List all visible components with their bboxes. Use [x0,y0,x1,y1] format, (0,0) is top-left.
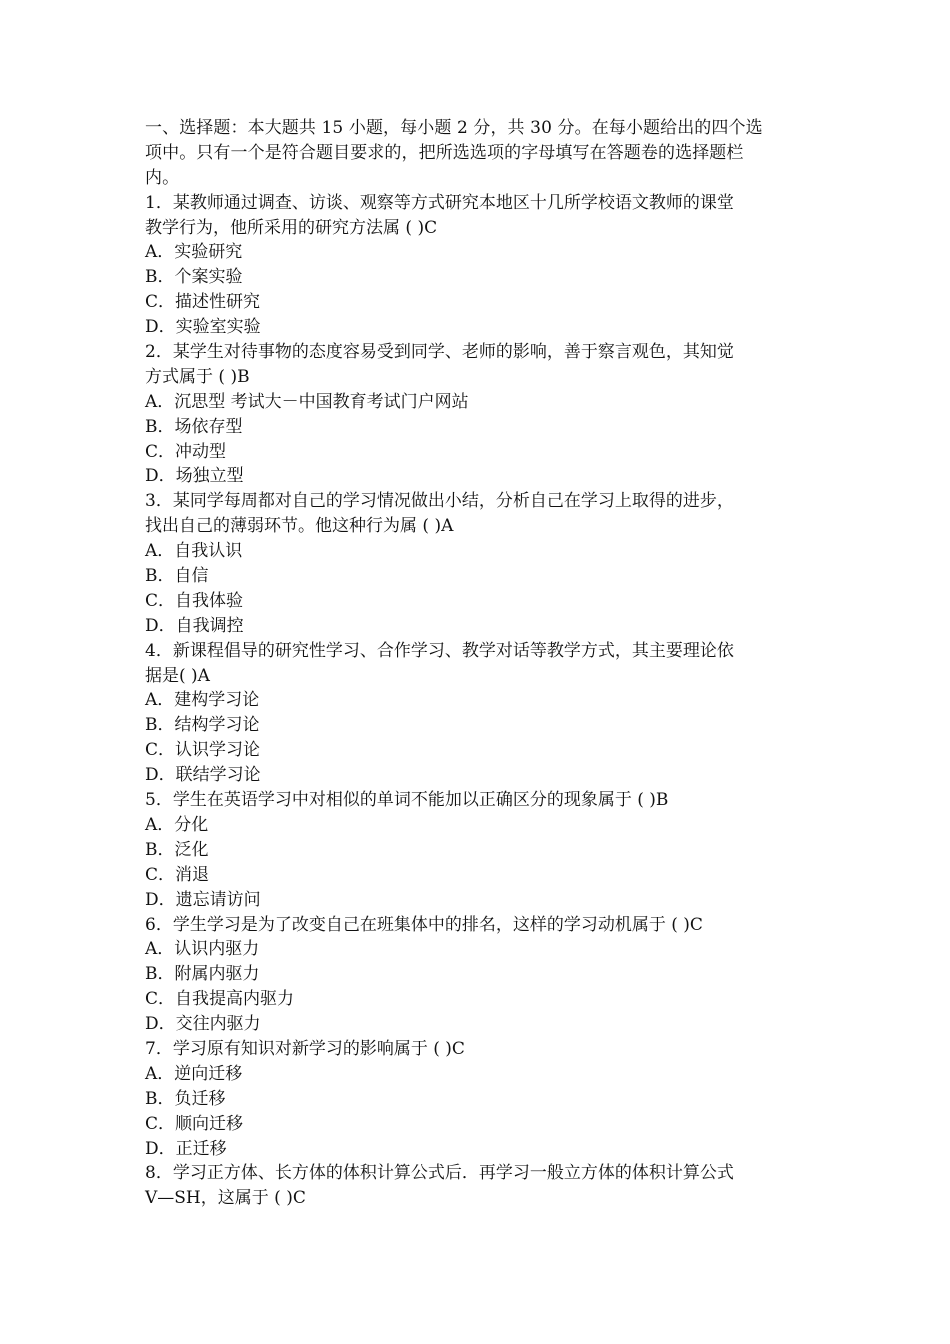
option-b: B．泛化 [145,839,209,860]
option-d: D．遗忘请访问 [145,889,261,910]
option-d: D．场独立型 [145,466,244,487]
option-a: A．逆向迁移 [145,1063,243,1084]
option-a: A．沉思型 考试大－中国教育考试门户网站 [145,391,469,412]
option-c: C．顺向迁移 [145,1113,244,1134]
question-stem: 5．学生在英语学习中对相似的单词不能加以正确区分的现象属于 ( )B [145,790,669,811]
option-b: B．自信 [145,566,209,587]
option-b: B．结构学习论 [145,715,260,736]
option-a: A．建构学习论 [145,690,260,711]
question-stem: 3．某同学每周都对自己的学习情况做出小结，分析自己在学习上取得的进步， [145,491,734,512]
option-a: A．分化 [145,814,209,835]
question-stem: V—SH，这属于 ( )C [145,1188,306,1209]
question-4 [145,639,810,788]
option-c: C．自我体验 [145,590,244,611]
question-stem: 找出自己的薄弱环节。他这种行为属 ( )A [145,516,454,537]
section-instructions [145,116,810,191]
question-stem: 7．学习原有知识对新学习的影响属于 ( )C [145,1038,465,1059]
option-a: A．自我认识 [145,541,243,562]
option-c: C．描述性研究 [145,292,261,313]
option-c: C．认识学习论 [145,740,261,761]
question-stem: 教学行为，他所采用的研究方法属 ( )C [145,217,438,238]
option-b: B．负迁移 [145,1088,226,1109]
option-b: B．场依存型 [145,416,243,437]
question-stem: 方式属于 ( )B [145,366,250,387]
instruction-line: 一、选择题：本大题共 15 小题，每小题 2 分，共 30 分。在每小题给出的四个选 [145,118,763,138]
option-c: C．消退 [145,864,210,885]
exam-content [145,116,810,1211]
question-6 [145,913,810,1037]
question-5 [145,788,810,912]
question-stem: 8．学习正方体、长方体的体积计算公式后．再学习一般立方体的体积计算公式 [145,1163,734,1184]
question-3 [145,489,810,638]
question-8 [145,1161,810,1211]
question-stem: 6．学生学习是为了改变自己在班集体中的排名，这样的学习动机属于 ( )C [145,914,703,935]
option-d: D．自我调控 [145,615,244,636]
option-d: D．联结学习论 [145,765,261,786]
option-d: D．实验室实验 [145,317,261,338]
question-2 [145,340,810,489]
option-c: C．自我提高内驱力 [145,989,295,1010]
question-7 [145,1037,810,1161]
question-stem: 1．某教师通过调查、访谈、观察等方式研究本地区十几所学校语文教师的课堂 [145,192,734,213]
option-b: B．附属内驱力 [145,964,260,985]
instruction-line: 项中。只有一个是符合题目要求的，把所选选项的字母填写在答题卷的选择题栏 [145,142,744,163]
question-1 [145,191,810,340]
option-d: D．交往内驱力 [145,1014,261,1035]
question-stem: 据是( )A [145,665,210,686]
question-stem: 2．某学生对待事物的态度容易受到同学、老师的影响，善于察言观色，其知觉 [145,342,734,363]
option-b: B．个案实验 [145,267,243,288]
option-a: A．认识内驱力 [145,939,260,960]
option-c: C．冲动型 [145,441,227,462]
option-a: A．实验研究 [145,242,243,263]
instruction-line: 内。 [145,167,180,188]
option-d: D．正迁移 [145,1138,227,1159]
question-stem: 4．新课程倡导的研究性学习、合作学习、教学对话等教学方式，其主要理论依 [145,640,734,661]
